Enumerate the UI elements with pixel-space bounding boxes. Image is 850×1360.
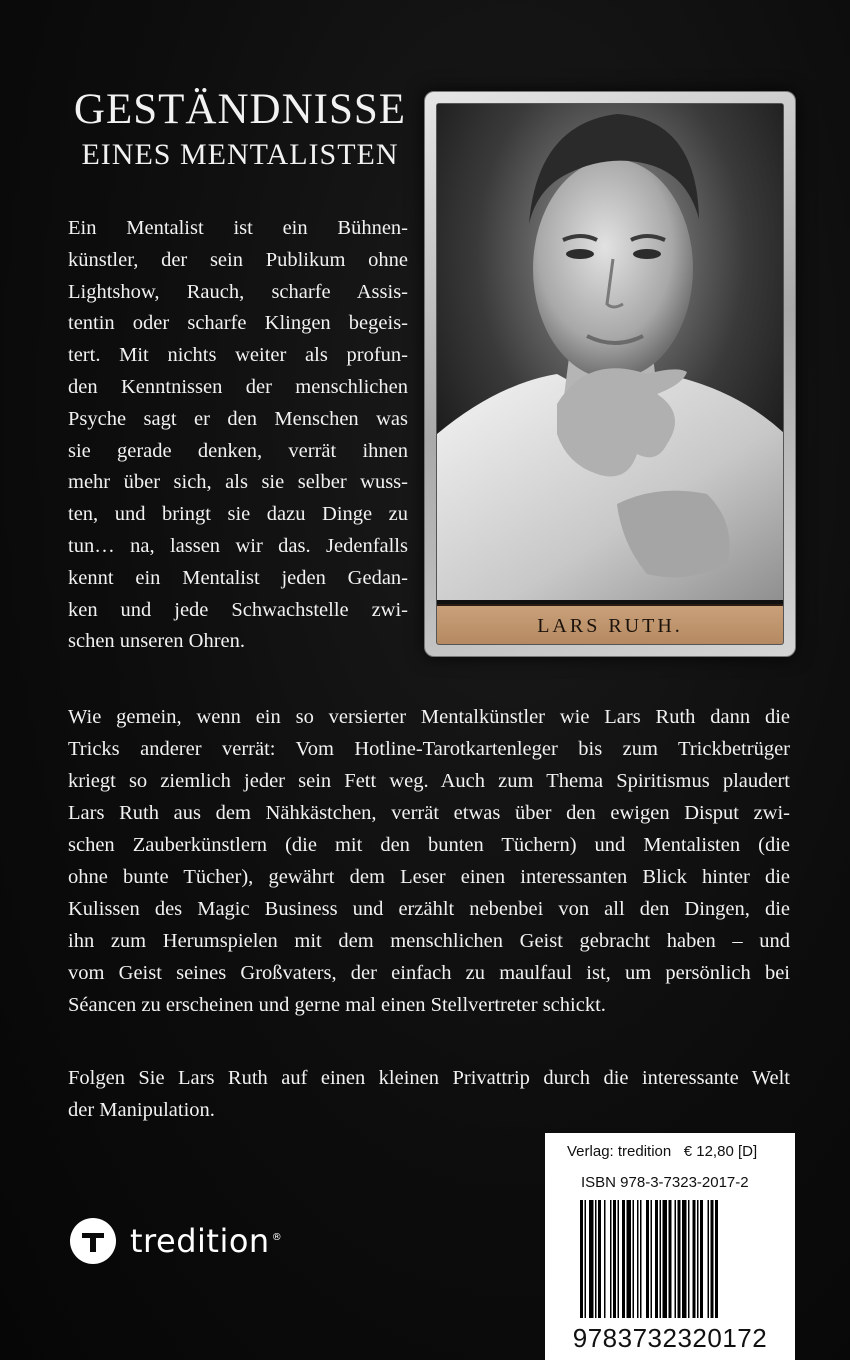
intro-paragraph bbox=[68, 213, 408, 658]
intro-line: den Kenntnissen der menschlichen bbox=[68, 375, 408, 398]
intro-line: tert. Mit nichts weiter als profun- bbox=[68, 344, 408, 367]
description-line: Kulissen des Magic Business und erzählt nebenbei von all den Dingen, die bbox=[68, 898, 790, 920]
description-line: schen Zauberkünstlern (die mit den bunten Tüchern) und Mentalisten (die bbox=[68, 834, 790, 856]
barcode-bar bbox=[700, 1200, 703, 1318]
barcode-bar bbox=[655, 1200, 658, 1318]
barcode-bar bbox=[580, 1200, 583, 1318]
card-label-author-name: LARS RUTH. bbox=[437, 604, 783, 644]
registered-mark: ® bbox=[271, 1232, 283, 1244]
barcode-bar bbox=[646, 1200, 649, 1318]
barcode-bar bbox=[682, 1200, 687, 1318]
barcode-bar bbox=[618, 1200, 620, 1318]
title-main: GESTÄNDNISSE bbox=[73, 86, 407, 133]
barcode-bar bbox=[678, 1200, 681, 1318]
description-paragraph bbox=[68, 701, 790, 1021]
tredition-logo-icon bbox=[70, 1218, 116, 1264]
closing-paragraph bbox=[68, 1062, 790, 1126]
publisher-logo bbox=[70, 1218, 282, 1264]
publisher-price: Verlag: tredition € 12,80 [D] bbox=[567, 1143, 758, 1160]
intro-line: schen unseren Ohren. bbox=[68, 630, 246, 653]
description-line: kriegt so ziemlich jeder sein Fett weg. Auch zum Thema Spiritismus plaudert bbox=[68, 770, 790, 792]
barcode-bar bbox=[660, 1200, 662, 1318]
intro-line: ten, und bringt sie dazu Dinge zu bbox=[68, 503, 408, 526]
description-line: Wie gemein, wenn ein so versierter Mentalkünstler wie Lars Ruth dann die bbox=[68, 706, 790, 728]
barcode-bar bbox=[595, 1200, 597, 1318]
barcode-bar bbox=[633, 1200, 635, 1318]
barcode-bar bbox=[622, 1200, 625, 1318]
barcode-bar bbox=[715, 1200, 718, 1318]
intro-line: Ein Mentalist ist ein Bühnen- bbox=[68, 217, 408, 239]
closing-line: Folgen Sie Lars Ruth auf einen kleinen Privattrip durch die interessante Welt bbox=[68, 1067, 790, 1089]
barcode-bar bbox=[697, 1200, 699, 1318]
barcode-bar bbox=[598, 1200, 601, 1318]
barcode-bar bbox=[585, 1200, 587, 1318]
barcode-bar bbox=[708, 1200, 710, 1318]
barcode-bar bbox=[610, 1200, 612, 1318]
title-subtitle: EINES MENTALISTEN bbox=[81, 138, 399, 171]
author-photo bbox=[437, 104, 784, 600]
description-line: ihn zum Herumspielen mit dem menschlichen Geist gebracht haben – und bbox=[68, 930, 790, 952]
book-title bbox=[60, 86, 420, 172]
barcode-bar bbox=[675, 1200, 677, 1318]
barcode-box bbox=[545, 1133, 795, 1360]
publisher-name: tredition ® bbox=[130, 1222, 283, 1260]
description-line: Lars Ruth aus dem Nähkästchen, verrät etwas über den ewigen Disput zwi- bbox=[68, 802, 790, 824]
intro-line: künstler, der sein Publikum ohne bbox=[68, 248, 408, 271]
barcode-bar bbox=[693, 1200, 696, 1318]
barcode-bar bbox=[688, 1200, 690, 1318]
intro-line: Lightshow, Rauch, scharfe Assis- bbox=[68, 280, 408, 303]
barcode-bar bbox=[663, 1200, 668, 1318]
barcode-bar bbox=[669, 1200, 672, 1318]
closing-line: der Manipulation. bbox=[68, 1099, 215, 1121]
intro-line: sie gerade denken, verrät ihnen bbox=[68, 439, 408, 462]
description-line: vom Geist seines Großvaters, der einfach zu maulfaul ist, um persönlich bei bbox=[68, 962, 790, 984]
intro-line: Psyche sagt er den Menschen was bbox=[68, 407, 408, 430]
isbn-text: ISBN 978-3-7323-2017-2 bbox=[581, 1174, 749, 1191]
barcode-bar bbox=[589, 1200, 594, 1318]
intro-line: kennt ein Mentalist jeden Gedan- bbox=[68, 566, 408, 589]
barcode-bar bbox=[604, 1200, 606, 1318]
author-card bbox=[424, 91, 796, 657]
barcode-bar bbox=[627, 1200, 632, 1318]
barcode-bar bbox=[711, 1200, 714, 1318]
barcode-bar bbox=[613, 1200, 616, 1318]
intro-line: ken und jede Schwachstelle zwi- bbox=[68, 598, 408, 621]
card-inner bbox=[436, 103, 784, 645]
barcode-number: 9783732320172 bbox=[572, 1323, 768, 1353]
intro-line: tun… na, lassen wir das. Jedenfalls bbox=[68, 534, 408, 557]
intro-line: mehr über sich, als sie selber wuss- bbox=[68, 471, 408, 494]
barcode-bar bbox=[637, 1200, 639, 1318]
barcode-bars bbox=[580, 1200, 760, 1318]
description-line: ohne bunte Tücher), gewährt dem Leser einen interessanten Blick hinter die bbox=[68, 866, 790, 888]
description-line: Séancen zu erscheinen und gerne mal einen Stellvertreter schickt. bbox=[68, 994, 606, 1016]
intro-line: tentin oder scharfe Klingen begeis- bbox=[68, 312, 408, 335]
barcode-bar bbox=[640, 1200, 642, 1318]
description-line: Tricks anderer verrät: Vom Hotline-Tarotkartenleger bis zum Trickbetrüger bbox=[68, 738, 790, 760]
barcode-bar bbox=[651, 1200, 653, 1318]
